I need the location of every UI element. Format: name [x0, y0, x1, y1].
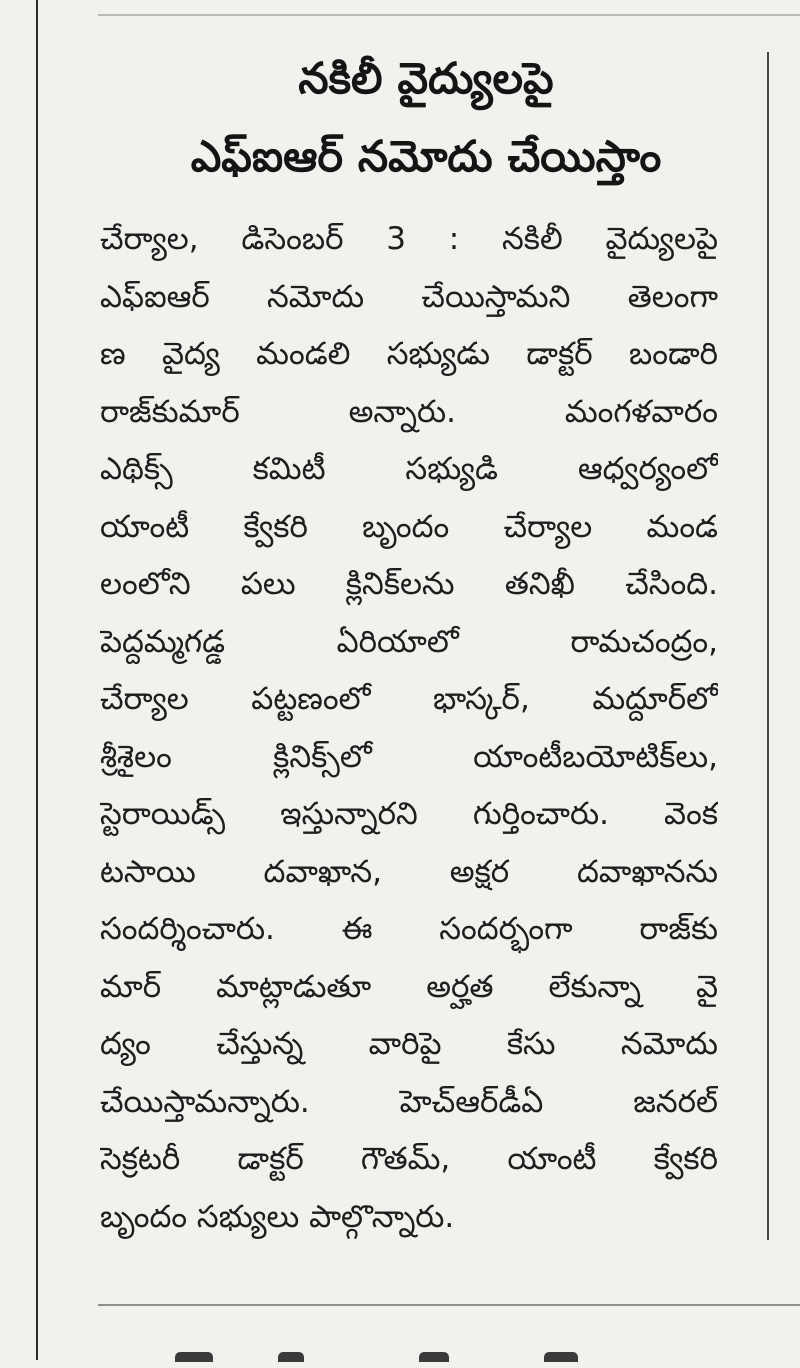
article-line: సెక్రటరీ డాక్టర్ గౌతమ్, యాంటీ క్వేకరి — [100, 1141, 718, 1177]
cropped-glyph — [175, 1352, 213, 1362]
headline-line-2: ఎఫ్ఐఆర్ నమోదు చేయిస్తాం — [190, 132, 662, 182]
article-line: టసాయి దవాఖాన, అక్షర దవాఖానను — [100, 853, 718, 890]
cropped-glyph — [544, 1352, 578, 1362]
article-line: యాంటీ క్వేకరి బృందం చేర్యాల మండ — [100, 508, 718, 545]
cropped-glyph — [419, 1352, 449, 1362]
article-line: ణ వైద్య మండలి సభ్యుడు డాక్టర్ బండారి — [100, 336, 718, 372]
bottom-rule — [98, 1304, 800, 1306]
article-line: స్టెరాయిడ్స్ ఇస్తున్నారని గుర్తించారు. వెంక — [100, 796, 718, 832]
article-line: ఎఫ్ఐఆర్ నమోదు చేయిస్తామని తెలంగా — [100, 278, 718, 315]
article-line: చేయిస్తామన్నారు. హెచ్ఆర్‌డీఏ జనరల్ — [100, 1083, 718, 1120]
article-line: చేర్యాల పట్టణంలో భాస్కర్, మద్దూర్‌లో — [100, 681, 718, 717]
article-headline — [98, 40, 754, 196]
article-line: లంలోని పలు క్లినిక్‌లను తనిఖీ చేసింది. — [100, 566, 718, 602]
article-line: ద్యం చేస్తున్న వారిపై కేసు నమోదు — [100, 1026, 718, 1062]
article-line: పెద్దమ్మగడ్డ ఏరియాలో రామచంద్రం, — [100, 623, 718, 660]
top-rule — [98, 14, 800, 16]
article-body — [100, 211, 718, 1246]
article-line: ఎథిక్స్ కమిటీ సభ్యుడి ఆధ్వర్యంలో — [100, 451, 718, 487]
article-line: మార్ మాట్లాడుతూ అర్హత లేకున్నా వై — [100, 968, 718, 1005]
headline-line-1: నకిలీ వైద్యులపై — [298, 54, 554, 104]
article-line: శ్రీశైలం క్లినిక్స్‌లో యాంటీబయోటిక్‌లు, — [100, 738, 718, 775]
article-line: బృందం సభ్యులు పాల్గొన్నారు. — [100, 1198, 455, 1235]
cropped-next-article-text — [175, 1338, 635, 1368]
column-border-left — [36, 0, 38, 1360]
article-line: చేర్యాల, డిసెంబర్ 3 : నకిలీ వైద్యులపై — [100, 221, 718, 257]
column-border-right — [767, 52, 769, 1240]
cropped-glyph — [278, 1352, 304, 1362]
article-line: రాజ్‌కుమార్ అన్నారు. మంగళవారం — [100, 393, 718, 430]
article-line: సందర్శించారు. ఈ సందర్భంగా రాజ్‌కు — [100, 911, 718, 947]
